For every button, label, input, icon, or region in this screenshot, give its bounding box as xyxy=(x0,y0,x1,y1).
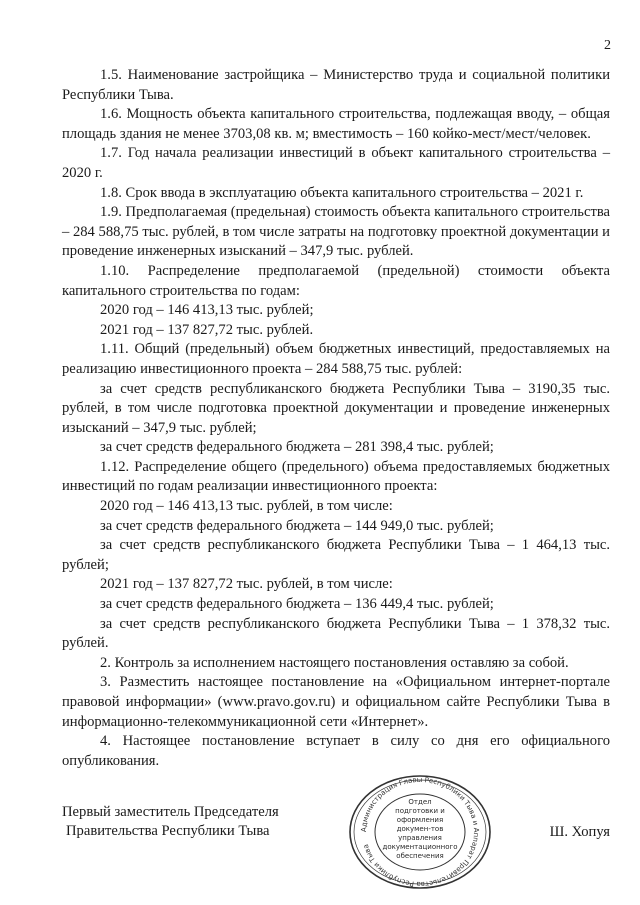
paragraph: 1.5. Наименование застройщика – Министерство труда и социальной политики Республики Тыва. xyxy=(62,67,610,103)
document-body xyxy=(62,66,610,771)
signatory-name: Ш. Хопуя xyxy=(549,824,610,840)
seal-line: обеспечения xyxy=(396,852,444,860)
paragraph: 2021 год – 137 827,72 тыс. рублей, в том числе: xyxy=(100,576,393,593)
paragraph: 1.8. Срок ввода в эксплуатацию объекта капитального строительства – 2021 г. xyxy=(100,184,584,201)
paragraph: 2021 год – 137 827,72 тыс. рублей. xyxy=(100,321,314,338)
paragraph: 1.11. Общий (предельный) объем бюджетных инвестиций, предоставляемых на реализацию инвестиционного проекта – 284 588,75 тыс. рублей: xyxy=(62,341,610,377)
position-line: Первый заместитель Председателя xyxy=(62,804,279,820)
paragraph: за счет средств федерального бюджета – 144 949,0 тыс. рублей; xyxy=(100,517,494,534)
signatory-position xyxy=(62,803,279,841)
paragraph: за счет средств республиканского бюджета Республики Тыва – 1 464,13 тыс. рублей; xyxy=(62,537,610,573)
seal-line: оформления докумен-тов xyxy=(396,816,444,833)
seal-center-text xyxy=(380,798,460,861)
paragraph: за счет средств федерального бюджета – 281 398,4 тыс. рублей; xyxy=(100,439,494,456)
paragraph: за счет средств федерального бюджета – 136 449,4 тыс. рублей; xyxy=(100,596,494,613)
paragraph: 2020 год – 146 413,13 тыс. рублей, в том числе: xyxy=(100,498,393,515)
paragraph: 3. Разместить настоящее постановление на «Официальном интернет-портале правовой информации» (www.pravo.gov.ru) и официальном сайте Республики Тыва в информационно-телекоммуникационной сети «Интернет». xyxy=(62,674,610,730)
paragraph: 2020 год – 146 413,13 тыс. рублей; xyxy=(100,302,314,319)
position-line: Правительства Республики Тыва xyxy=(66,823,270,839)
paragraph: 1.6. Мощность объекта капитального строительства, подлежащая вводу, – общая площадь здания не менее 3703,08 кв. м; вместимость – 160 койко-мест/мест/человек. xyxy=(62,106,610,142)
page-number: 2 xyxy=(604,38,611,53)
paragraph: 1.7. Год начала реализации инвестиций в объект капитального строительства – 2020 г. xyxy=(62,145,610,181)
seal-line: документационного xyxy=(382,843,458,851)
seal-line: подготовки и xyxy=(395,807,445,815)
paragraph: 2. Контроль за исполнением настоящего постановления оставляю за собой. xyxy=(100,654,569,671)
seal-line: управления xyxy=(398,834,442,842)
seal-ring-text: Администрация Главы Республики Тыва и Аппарат Правительства Республики Тыва xyxy=(359,775,481,889)
paragraph: за счет средств республиканского бюджета Республики Тыва – 3190,35 тыс. рублей, в том числе подготовка проектной документации и проведение инженерных изысканий – 347,9 тыс. рублей; xyxy=(62,380,610,436)
paragraph: 1.10. Распределение предполагаемой (предельной) стоимости объекта капитального строительства по годам: xyxy=(62,262,610,299)
paragraph: 1.9. Предполагаемая (предельная) стоимость объекта капитального строительства – 284 588,75 тыс. рублей, в том числе затраты на подготовку проектной документации и проведение инженерных изысканий – 347,9 тыс. рублей. xyxy=(62,204,610,260)
official-seal xyxy=(345,773,495,891)
paragraph: 4. Настоящее постановление вступает в силу со дня его официального опубликования. xyxy=(62,733,610,769)
paragraph: за счет средств республиканского бюджета Республики Тыва – 1 378,32 тыс. рублей. xyxy=(62,615,610,652)
seal-line: Отдел xyxy=(408,798,432,806)
paragraph: 1.12. Распределение общего (предельного) объема предоставляемых бюджетных инвестиций по годам реализации инвестиционного проекта: xyxy=(62,458,610,495)
